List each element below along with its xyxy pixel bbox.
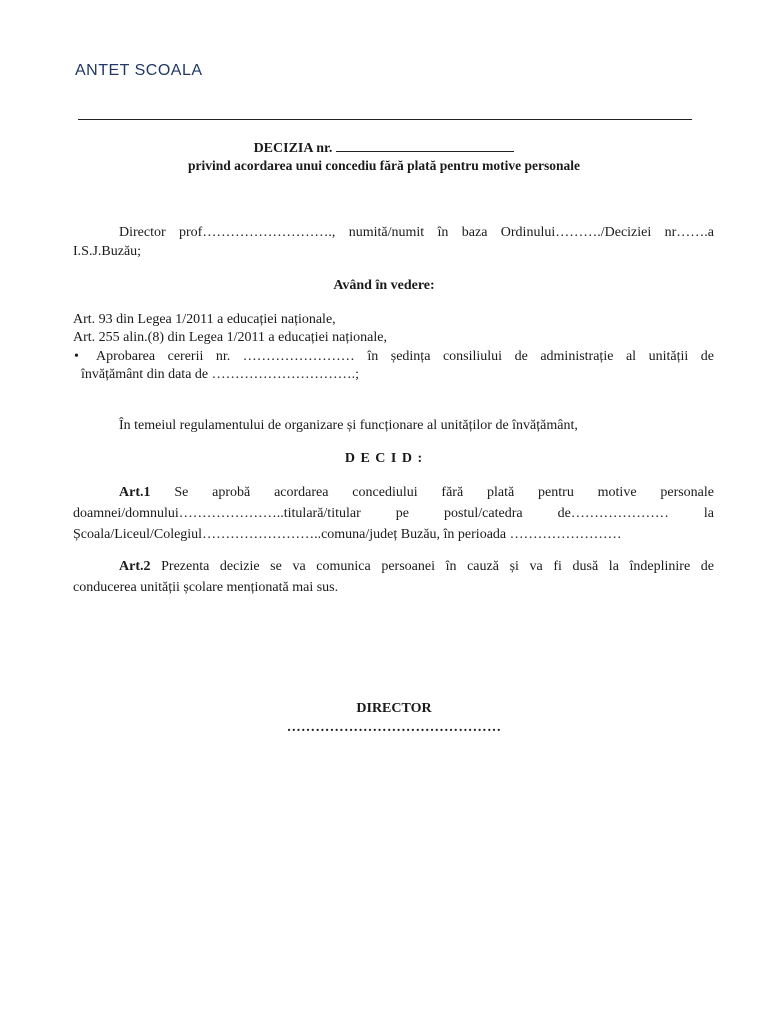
art1-line-3: Școala/Liceul/Colegiul……………………..comuna/județ Buzău, în perioada ……………………	[73, 527, 622, 542]
art1-line-2: doamnei/domnului…………………..titulară/titular pe postul/catedra de………………… la	[73, 506, 714, 521]
art1-label: Art.1	[119, 485, 151, 500]
approval-line-2: învățământ din data de ………………………….;	[81, 367, 360, 382]
decision-number-label: DECIZIA nr.	[253, 141, 333, 156]
signature-line: ………………………………………	[286, 720, 502, 735]
decide-heading: D E C I D :	[344, 451, 424, 466]
art2-label: Art.2	[119, 559, 151, 574]
legal-basis-item: Art. 255 alin.(8) din Legea 1/2011 a educației naționale,	[73, 330, 387, 345]
art1-line-1	[73, 484, 714, 502]
bullet-icon: •	[74, 349, 79, 364]
approval-line-1: Aprobarea cererii nr. …………………… în ședința consiliului de administrație al unității de	[96, 349, 714, 364]
regulation-basis: În temeiul regulamentului de organizare și funcționare al unităților de învățământ,	[119, 418, 578, 433]
school-letterhead: ANTET SCOALA	[75, 62, 203, 79]
header-divider	[78, 119, 692, 120]
decision-number-blank	[336, 139, 514, 152]
art1-text-1: Se aprobă acordarea concediului fără plată pentru motive personale	[174, 485, 714, 500]
intro-line-2: I.S.J.Buzău;	[73, 244, 142, 259]
art2-text-1: Prezenta decizie se va comunica persoanei în cauză și va fi dusă la îndeplinire de	[161, 559, 715, 574]
signature-title: DIRECTOR	[356, 701, 432, 716]
intro-line-1: Director prof………………………., numită/numit în baza Ordinului………./Deciziei nr…….a	[119, 225, 714, 240]
considering-heading: Având în vedere:	[333, 278, 435, 293]
art2-line-2: conducerea unității școlare menționată mai sus.	[73, 580, 339, 595]
legal-basis-item: Art. 93 din Legea 1/2011 a educației naționale,	[73, 312, 336, 327]
decision-title	[0, 139, 768, 157]
decision-subject: privind acordarea unui concediu fără plată pentru motive personale	[187, 158, 580, 173]
art2-line-1	[73, 558, 714, 576]
